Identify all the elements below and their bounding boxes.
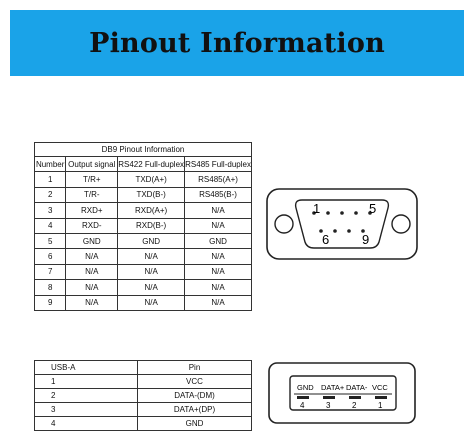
usb-contact — [297, 396, 309, 399]
pin-dot — [340, 211, 344, 215]
usb-contact — [375, 396, 387, 399]
table-row — [35, 417, 252, 431]
column-header: Pin — [138, 361, 252, 375]
table-cell: GND — [118, 233, 185, 248]
table-cell: 1 — [35, 375, 138, 389]
table-cell: N/A — [185, 203, 252, 218]
mounting-hole-left — [275, 215, 293, 233]
table-cell: N/A — [185, 280, 252, 295]
table-cell: 7 — [35, 264, 66, 279]
table-cell: N/A — [66, 249, 118, 264]
column-header: Number — [35, 157, 66, 172]
column-header: RS485 Full-duplex — [185, 157, 252, 172]
table-cell: N/A — [185, 218, 252, 233]
usb-pin-number-1: 1 — [378, 401, 383, 410]
table-cell: N/A — [185, 264, 252, 279]
table-row — [35, 295, 252, 310]
usb-pin-number-3: 3 — [326, 401, 331, 410]
pin-dot — [326, 211, 330, 215]
table-row — [35, 233, 252, 248]
usb-contact — [349, 396, 361, 399]
table-cell: 2 — [35, 389, 138, 403]
table-cell: T/R- — [66, 187, 118, 202]
table-cell: GND — [185, 233, 252, 248]
table-cell: N/A — [66, 264, 118, 279]
table-row — [35, 280, 252, 295]
table-cell: 1 — [35, 172, 66, 187]
table-cell: 6 — [35, 249, 66, 264]
pin-dot — [347, 229, 351, 233]
usb-pin-number-2: 2 — [352, 401, 357, 410]
table-cell: 4 — [35, 218, 66, 233]
usb-label-vcc: VCC — [372, 383, 388, 392]
table-cell: T/R+ — [66, 172, 118, 187]
table-cell: 3 — [35, 203, 66, 218]
table-cell: RXD+ — [66, 203, 118, 218]
table-cell: N/A — [118, 249, 185, 264]
column-header: USB-A — [35, 361, 138, 375]
usb-a-connector-diagram — [268, 362, 418, 426]
table-cell: RXD- — [66, 218, 118, 233]
table-cell: N/A — [118, 280, 185, 295]
pin-dot — [333, 229, 337, 233]
table-cell: 2 — [35, 187, 66, 202]
usb-label-data-minus: DATA- — [346, 383, 368, 392]
table-cell: DATA-(DM) — [138, 389, 252, 403]
mounting-hole-right — [392, 215, 410, 233]
table-caption: DB9 Pinout Information — [35, 143, 252, 157]
db9-pinout-table — [34, 142, 252, 311]
table-cell: TXD(A+) — [118, 172, 185, 187]
table-cell: N/A — [118, 264, 185, 279]
db9-connector-diagram — [266, 188, 426, 264]
title-banner — [10, 10, 464, 76]
table-cell: GND — [66, 233, 118, 248]
usb-pin-number-4: 4 — [300, 401, 305, 410]
table-row — [35, 249, 252, 264]
table-row — [35, 389, 252, 403]
table-cell: RS485(A+) — [185, 172, 252, 187]
table-row — [35, 218, 252, 233]
usb-pinout-table — [34, 360, 252, 431]
table-cell: 9 — [35, 295, 66, 310]
table-cell: 4 — [35, 417, 138, 431]
table-cell: N/A — [118, 295, 185, 310]
table-row — [35, 203, 252, 218]
table-cell: RS485(B-) — [185, 187, 252, 202]
usb-label-gnd: GND — [297, 383, 314, 392]
table-cell: N/A — [185, 295, 252, 310]
table-cell: VCC — [138, 375, 252, 389]
table-cell: N/A — [66, 280, 118, 295]
table-header-row — [35, 157, 252, 172]
table-cell: TXD(B-) — [118, 187, 185, 202]
column-header: RS422 Full-duplex — [118, 157, 185, 172]
usb-contact — [323, 396, 335, 399]
pin-dot — [354, 211, 358, 215]
table-cell: 5 — [35, 233, 66, 248]
table-row — [35, 172, 252, 187]
table-row — [35, 187, 252, 202]
pin-label-6: 6 — [322, 232, 330, 247]
table-caption-row — [35, 143, 252, 157]
table-header-row — [35, 361, 252, 375]
column-header: Output signal — [66, 157, 118, 172]
pin-label-1: 1 — [313, 201, 321, 216]
table-cell: DATA+(DP) — [138, 403, 252, 417]
table-cell: N/A — [66, 295, 118, 310]
table-cell: GND — [138, 417, 252, 431]
pin-label-9: 9 — [362, 232, 370, 247]
table-cell: N/A — [185, 249, 252, 264]
page-title: Pinout Information — [89, 27, 385, 59]
pin-label-5: 5 — [369, 201, 377, 216]
table-cell: RXD(A+) — [118, 203, 185, 218]
table-cell: 3 — [35, 403, 138, 417]
table-row — [35, 264, 252, 279]
table-cell: RXD(B-) — [118, 218, 185, 233]
usb-label-data-plus: DATA+ — [321, 383, 345, 392]
table-row — [35, 403, 252, 417]
table-row — [35, 375, 252, 389]
table-cell: 8 — [35, 280, 66, 295]
